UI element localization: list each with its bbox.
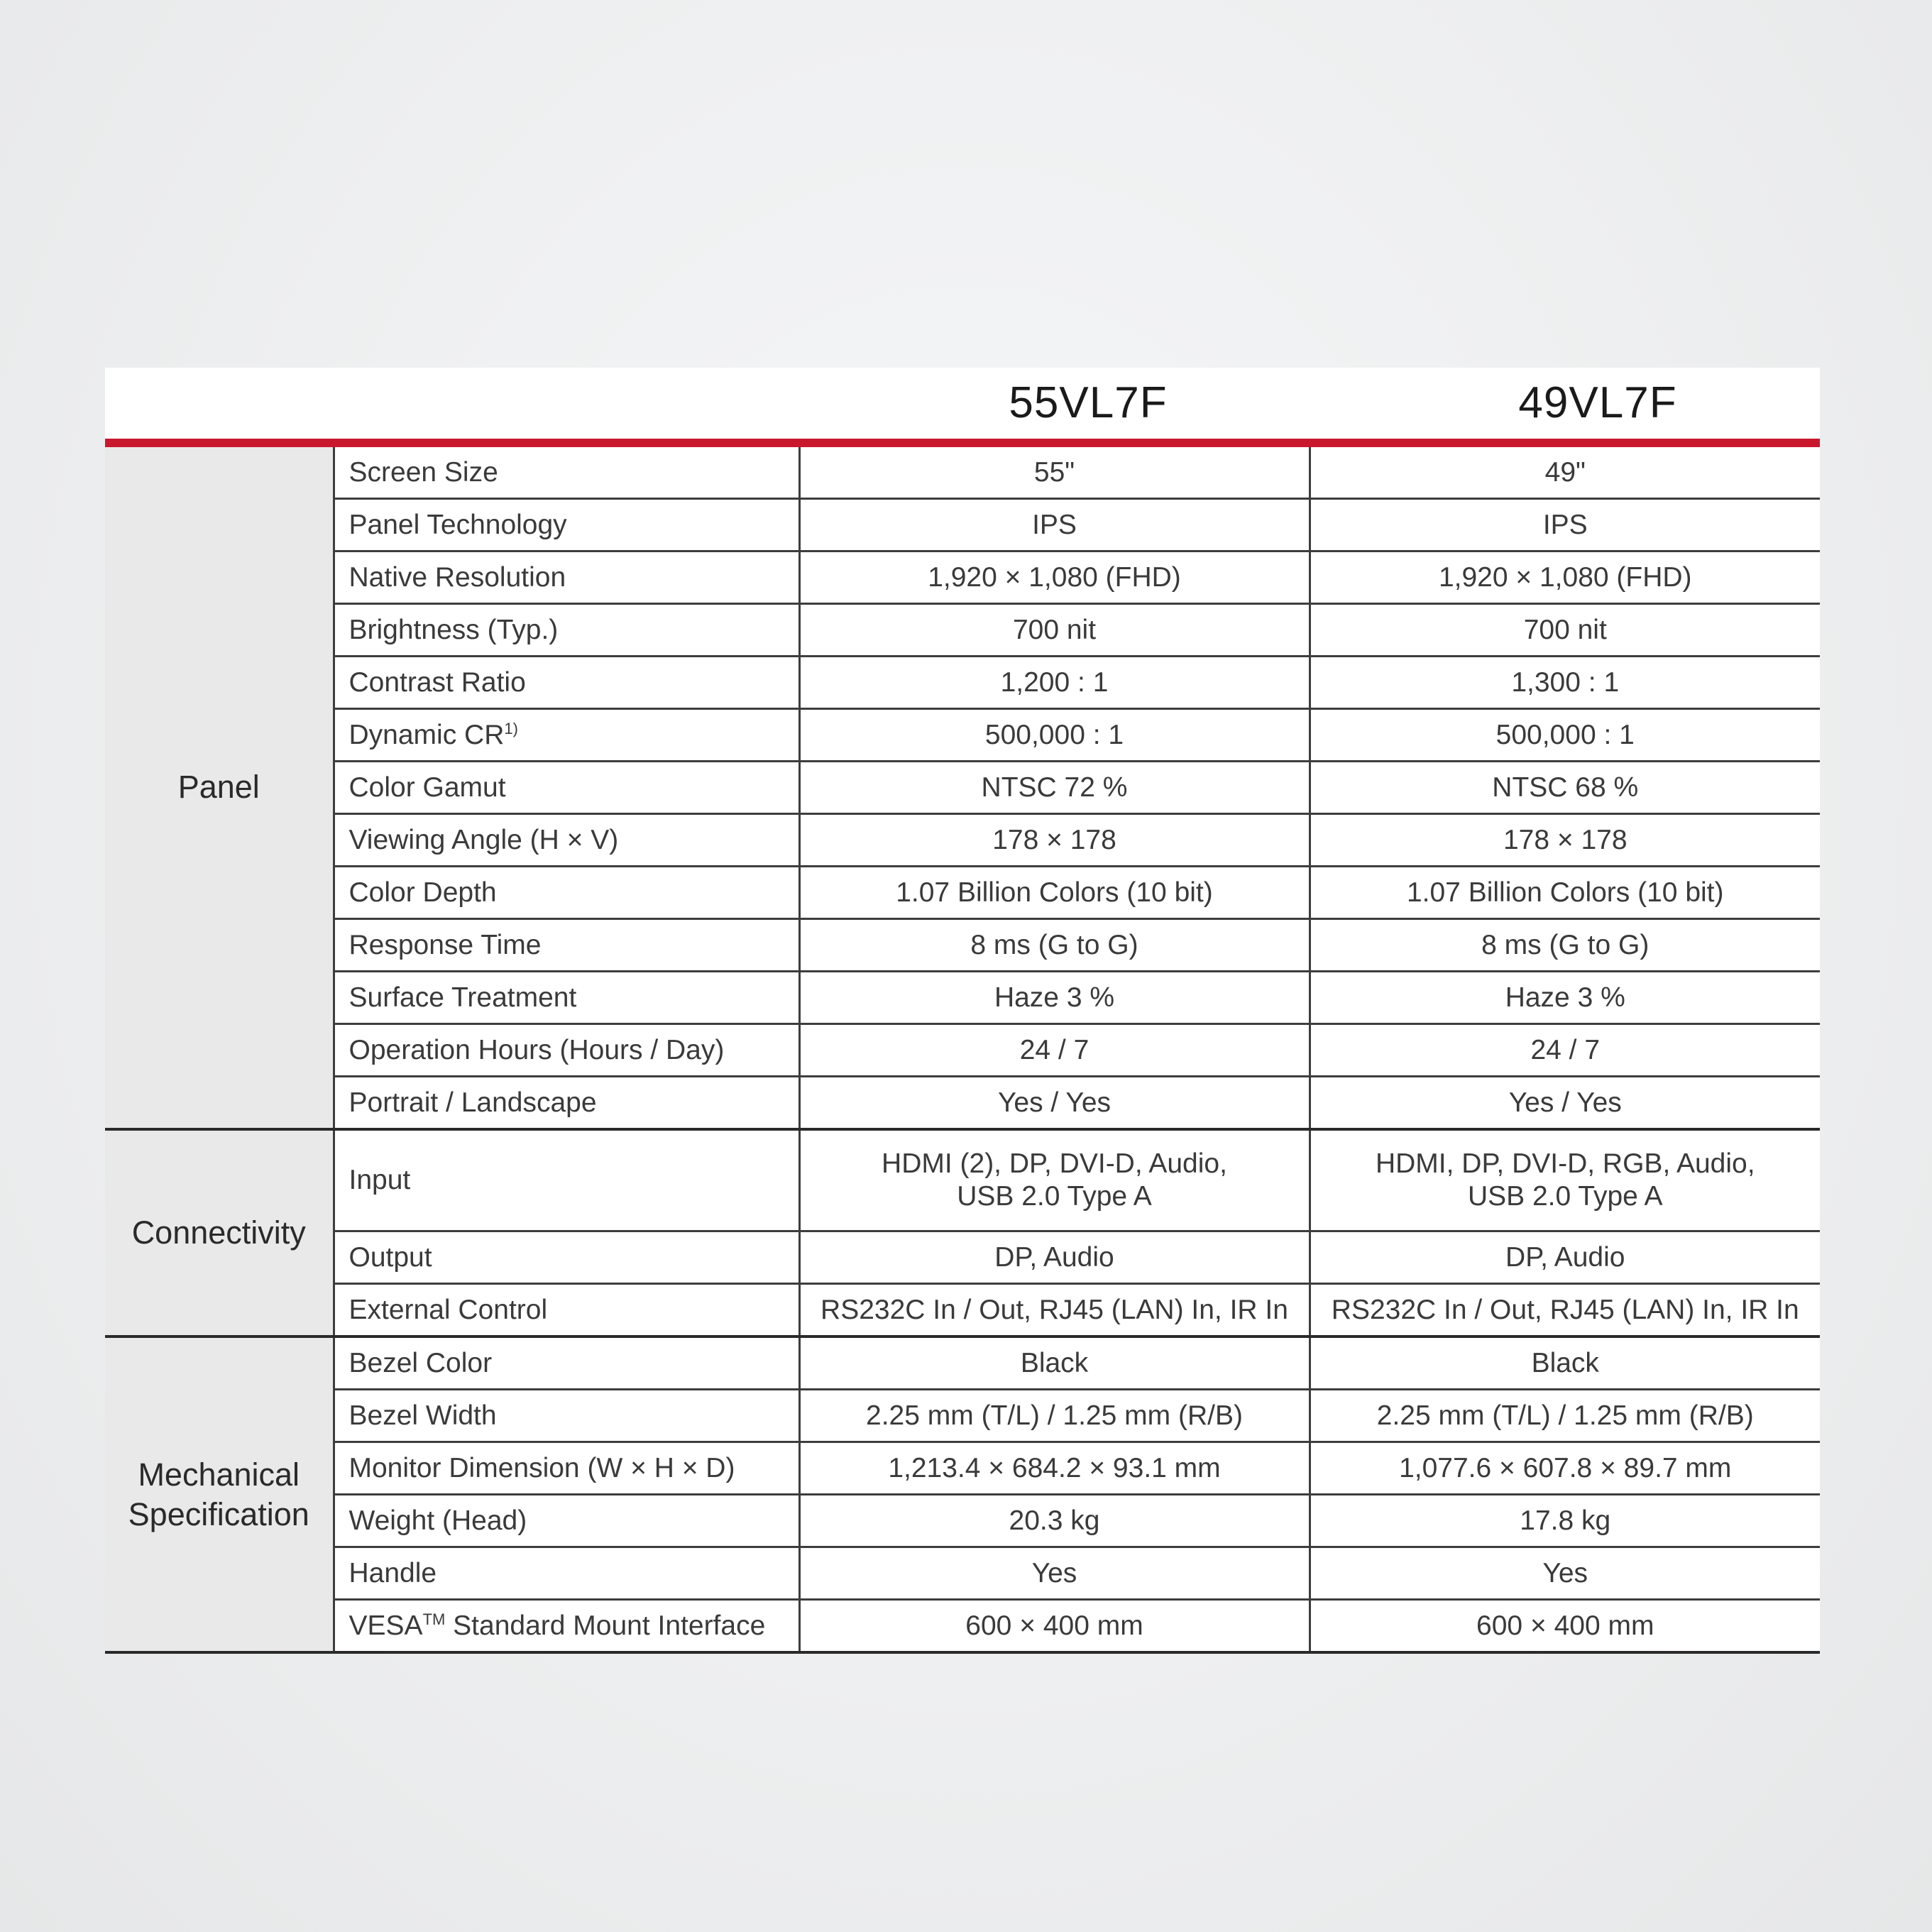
spec-value: 600 × 400 mm [1310,1600,1820,1653]
spec-label: Screen Size [334,447,799,499]
table-row [105,551,1820,604]
table-row [105,499,1820,551]
value-line: HDMI (2), DP, DVI-D, Audio, [882,1148,1227,1179]
spec-label [334,1600,799,1653]
spec-label: Brightness (Typ.) [334,604,799,657]
table-row [105,972,1820,1024]
spec-value: Black [1310,1337,1820,1390]
spec-value: DP, Audio [1310,1231,1820,1284]
spec-value: 2.25 mm (T/L) / 1.25 mm (R/B) [1310,1390,1820,1442]
spec-value: 20.3 kg [799,1495,1310,1547]
table-row [105,919,1820,972]
spec-value: 1.07 Billion Colors (10 bit) [799,867,1310,919]
spec-value: Yes [1310,1547,1820,1600]
spec-label: Response Time [334,919,799,972]
model-name-1: 55VL7F [1009,378,1168,427]
spec-value: 55" [799,447,1310,499]
table-row [105,709,1820,762]
spec-label: Weight (Head) [334,1495,799,1547]
spec-label: Panel Technology [334,499,799,551]
spec-label: Bezel Width [334,1390,799,1442]
spec-value: NTSC 72 % [799,762,1310,814]
spec-value: IPS [799,499,1310,551]
spec-value: 8 ms (G to G) [1310,919,1820,972]
spec-label: Surface Treatment [334,972,799,1024]
table-row [105,1129,1820,1231]
table-row [105,447,1820,499]
spec-label: Handle [334,1547,799,1600]
table-row [105,1442,1820,1495]
table-row [105,867,1820,919]
value-line: HDMI, DP, DVI-D, RGB, Audio, [1375,1148,1755,1179]
spec-value: 17.8 kg [1310,1495,1820,1547]
trademark-marker: TM [422,1610,446,1628]
spec-value: 1,200 : 1 [799,657,1310,709]
spec-value: 24 / 7 [1310,1024,1820,1077]
value-line: USB 2.0 Type A [957,1181,1152,1212]
table-row [105,1600,1820,1653]
category-panel: Panel [105,447,334,1129]
spec-value: 8 ms (G to G) [799,919,1310,972]
table-row [105,1024,1820,1077]
table-row [105,1547,1820,1600]
spec-label: Bezel Color [334,1337,799,1390]
spec-label: Contrast Ratio [334,657,799,709]
spec-value [799,1129,1310,1231]
spec-label: Portrait / Landscape [334,1077,799,1130]
spec-label: Output [334,1231,799,1284]
spec-value: Haze 3 % [1310,972,1820,1024]
spec-value: RS232C In / Out, RJ45 (LAN) In, IR In [1310,1284,1820,1337]
table-row [105,1337,1820,1390]
model-name-2: 49VL7F [1518,378,1677,427]
spec-value: 1,077.6 × 607.8 × 89.7 mm [1310,1442,1820,1495]
spec-value: Black [799,1337,1310,1390]
spec-value: 178 × 178 [799,814,1310,867]
table-row [105,657,1820,709]
spec-label: Monitor Dimension (W × H × D) [334,1442,799,1495]
spec-value: DP, Audio [799,1231,1310,1284]
spec-value: IPS [1310,499,1820,551]
spec-value: 1.07 Billion Colors (10 bit) [1310,867,1820,919]
spec-sheet [105,368,1820,1654]
label-text: Standard Mount Interface [445,1610,766,1641]
spec-value: 1,300 : 1 [1310,657,1820,709]
spec-value: 24 / 7 [799,1024,1310,1077]
spec-table [105,447,1820,1654]
label-text: Dynamic CR [348,719,505,750]
category-line: Specification [128,1495,309,1532]
spec-value: 49" [1310,447,1820,499]
table-row [105,1495,1820,1547]
footnote-marker: 1) [504,719,518,737]
spec-value: 1,920 × 1,080 (FHD) [799,551,1310,604]
spec-value: 700 nit [799,604,1310,657]
table-row [105,1390,1820,1442]
spec-value: Yes / Yes [799,1077,1310,1130]
spec-value: Yes / Yes [1310,1077,1820,1130]
spec-value: Haze 3 % [799,972,1310,1024]
spec-value: 1,920 × 1,080 (FHD) [1310,551,1820,604]
spec-value: 1,213.4 × 684.2 × 93.1 mm [799,1442,1310,1495]
table-row [105,604,1820,657]
spec-label: Native Resolution [334,551,799,604]
spec-label: External Control [334,1284,799,1337]
spec-value: 500,000 : 1 [1310,709,1820,762]
spec-value: Yes [799,1547,1310,1600]
table-row [105,814,1820,867]
spec-label: Color Depth [334,867,799,919]
table-row [105,1231,1820,1284]
table-row [105,1284,1820,1337]
spec-value: 600 × 400 mm [799,1600,1310,1653]
spec-value: RS232C In / Out, RJ45 (LAN) In, IR In [799,1284,1310,1337]
spec-label [334,709,799,762]
spec-value: 178 × 178 [1310,814,1820,867]
table-row [105,1077,1820,1130]
spec-value: 700 nit [1310,604,1820,657]
category-mechanical-specification [105,1337,334,1652]
spec-value: NTSC 68 % [1310,762,1820,814]
model-header-row [105,368,1820,447]
spec-value [1310,1129,1820,1231]
spec-label: Input [334,1129,799,1231]
spec-label: Viewing Angle (H × V) [334,814,799,867]
spec-label: Color Gamut [334,762,799,814]
value-line: USB 2.0 Type A [1467,1181,1663,1212]
category-line: Mechanical [138,1456,300,1493]
spec-value: 500,000 : 1 [799,709,1310,762]
table-row [105,762,1820,814]
spec-value: 2.25 mm (T/L) / 1.25 mm (R/B) [799,1390,1310,1442]
label-text: VESA [348,1610,423,1641]
spec-label: Operation Hours (Hours / Day) [334,1024,799,1077]
category-connectivity: Connectivity [105,1129,334,1337]
